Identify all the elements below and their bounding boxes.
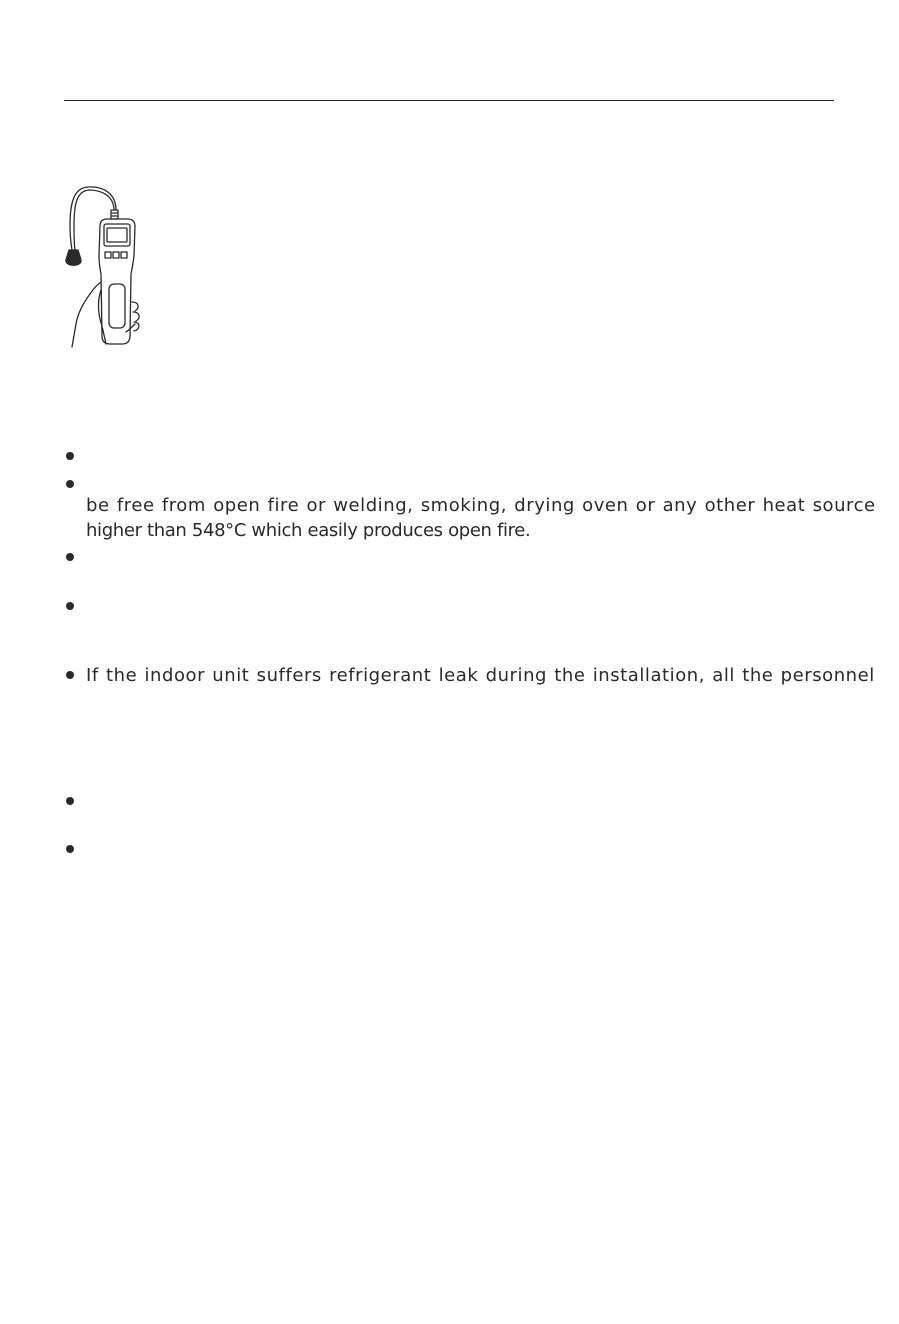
leak-detector-in-hand-icon [54,184,159,350]
bullet-dot [66,602,74,610]
bullet-dot [66,845,74,853]
bullet-text-line: be free from open fire or welding, smoking, drying oven or any other heat source [86,495,876,516]
bullet-dot [66,480,74,488]
bullet-text-line: higher than 548°C which easily produces open fire. [86,520,531,541]
header-rule [64,100,834,101]
bullet-dot [66,671,74,679]
bullet-dot [66,452,74,460]
bullet-text-line: If the indoor unit suffers refrigerant leak during the installation, all the personnel [86,665,875,686]
bullet-dot [66,553,74,561]
bullet-dot [66,797,74,805]
